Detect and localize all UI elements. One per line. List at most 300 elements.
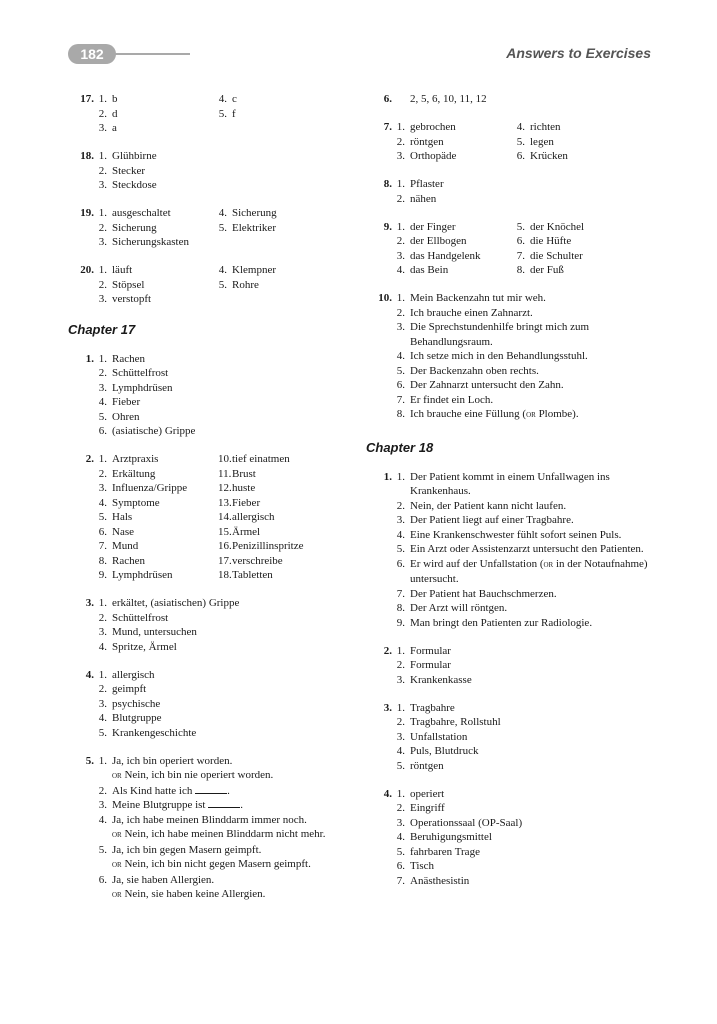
answer-text — [410, 499, 666, 514]
answer-item — [218, 92, 358, 107]
exercise — [366, 644, 666, 688]
answer-item — [218, 206, 358, 221]
answer-item — [218, 278, 358, 293]
answer-main: Glühbirne — [112, 150, 157, 162]
answer-number: 2. — [98, 784, 107, 797]
answer-item — [98, 554, 218, 569]
answer-main: Fieber — [112, 396, 141, 408]
exercise-answers — [98, 149, 358, 193]
answer-item — [98, 221, 218, 236]
answer-item — [396, 701, 666, 716]
answer-text — [410, 149, 516, 164]
answer-number: 2. — [396, 802, 405, 814]
answer-item — [396, 263, 516, 278]
answer-item — [396, 513, 666, 528]
answer-number: 1. — [396, 701, 405, 714]
answer-item — [98, 381, 358, 396]
answer-number: 1. — [98, 668, 107, 681]
exercise — [366, 701, 666, 774]
answer-main: Sicherung — [112, 221, 157, 234]
answer-main: Arztpraxis — [112, 453, 159, 465]
answer-item — [98, 843, 358, 873]
answer-main: nähen — [410, 192, 437, 205]
answer-main: gebrochen — [410, 121, 456, 133]
answer-item — [218, 481, 358, 496]
answer-item — [98, 92, 218, 107]
exercise-number: 19. — [80, 207, 94, 219]
answer-item — [396, 830, 666, 845]
answer-main: Brust — [232, 467, 256, 480]
answer-number: 3. — [396, 816, 405, 829]
answer-main: Schüttelfrost — [112, 611, 169, 624]
answer-number: 4. — [218, 93, 227, 105]
answer-main: Formular — [410, 644, 451, 657]
answer-number: 5. — [98, 726, 107, 739]
answer-item — [98, 873, 358, 903]
answer-item — [396, 542, 666, 557]
answer-number: 3. — [98, 293, 107, 305]
chapter-18-exercises — [366, 470, 666, 889]
answer-number: 1. — [98, 352, 107, 365]
answer-text — [410, 378, 666, 393]
answer-item — [98, 164, 358, 179]
answer-item — [516, 120, 666, 135]
answer-number: 7. — [98, 540, 107, 552]
answer-item — [396, 787, 666, 802]
answer-main: b — [112, 93, 118, 105]
answer-text — [410, 513, 666, 528]
answer-text — [112, 640, 358, 655]
answer-number: 2. — [396, 659, 405, 671]
answer-text — [410, 192, 666, 207]
answer-main: Erkältung — [112, 467, 156, 480]
answer-text — [530, 149, 666, 164]
answer-item — [396, 673, 666, 688]
answer-main: Rachen — [112, 554, 145, 567]
answer-text — [410, 407, 666, 423]
answer-item — [396, 291, 666, 306]
answer-number: 6. — [516, 150, 525, 162]
answer-item — [396, 528, 666, 543]
answer-number: 3. — [98, 697, 107, 710]
answer-number: 2. — [98, 221, 107, 234]
answer-item — [98, 496, 218, 511]
answer-number: 3. — [98, 122, 107, 134]
answer-number: 2. — [98, 467, 107, 480]
answer-number: 3. — [396, 673, 405, 686]
answer-text — [112, 525, 218, 540]
answer-number: 1. — [98, 597, 107, 609]
answer-text — [410, 644, 666, 659]
answer-number: 2. — [396, 716, 405, 728]
answer-item — [396, 320, 666, 349]
answer-text — [112, 121, 218, 136]
answer-main: röntgen — [410, 759, 444, 772]
answer-text — [410, 830, 666, 845]
answer-main: Rachen — [112, 352, 145, 365]
answer-main: fahrbaren Trage — [410, 845, 480, 858]
answer-main: Ich brauche einen Zahnarzt. — [410, 306, 533, 319]
answer-item — [396, 587, 666, 602]
answer-item — [396, 349, 666, 364]
answer-number: 3. — [98, 626, 107, 638]
answer-item — [98, 481, 218, 496]
answer-text — [232, 554, 358, 569]
answer-main: Tabletten — [232, 569, 273, 581]
answer-main: verschreibe — [232, 554, 283, 567]
answer-text — [232, 263, 358, 278]
answer-item — [98, 798, 358, 813]
answer-main: Der Patient hat Bauchschmerzen. — [410, 587, 557, 600]
exercise-answers — [396, 220, 666, 278]
answer-text — [410, 120, 516, 135]
exercise-number: 3. — [85, 597, 94, 609]
answer-item — [98, 149, 358, 164]
answer-item — [396, 616, 666, 631]
answer-main: Er wird auf der Unfallstation ( — [410, 557, 544, 570]
answer-text — [410, 220, 516, 235]
answer-main: operiert — [410, 787, 445, 800]
answer-text — [112, 496, 218, 511]
answer-text — [530, 249, 666, 264]
answer-number: 8. — [516, 264, 525, 276]
answer-main: Eingriff — [410, 802, 445, 814]
answer-item — [98, 596, 358, 611]
answer-number: 18. — [218, 569, 232, 581]
answer-item — [98, 467, 218, 482]
answer-text — [112, 813, 358, 843]
answer-item — [396, 557, 666, 587]
answer-item — [98, 107, 218, 122]
exercise-answers — [98, 668, 358, 741]
answer-main: Stöpsel — [112, 278, 145, 291]
exercise — [68, 668, 358, 741]
answer-item — [396, 730, 666, 745]
answer-main: der Finger — [410, 220, 456, 233]
answer-text — [112, 873, 358, 903]
answer-item — [516, 135, 666, 150]
answer-text — [112, 625, 358, 640]
answer-item — [98, 278, 218, 293]
exercise — [366, 177, 666, 206]
answer-main: huste — [232, 482, 256, 494]
answer-number: 15. — [218, 525, 232, 538]
answer-number: 3. — [98, 236, 107, 248]
answer-number: 5. — [516, 135, 525, 148]
answer-item — [98, 682, 358, 697]
answer-main: Unfallstation — [410, 730, 468, 743]
answer-main: geimpft — [112, 683, 147, 695]
answer-text — [112, 410, 358, 425]
answer-text — [112, 697, 358, 712]
answer-item — [396, 859, 666, 874]
answer-number: 1. — [98, 93, 107, 105]
answer-number: 7. — [516, 249, 525, 262]
answer-item — [396, 120, 516, 135]
exercise-answers — [98, 206, 358, 250]
answer-number: 1. — [98, 207, 107, 219]
or-marker: or — [112, 829, 122, 840]
answer-number: 5. — [218, 221, 227, 234]
exercise — [68, 754, 358, 903]
answer-number: 5. — [98, 410, 107, 423]
answer-text — [112, 381, 358, 396]
answer-main: Krankenkasse — [410, 673, 472, 686]
answer-main: Meine Blutgruppe ist — [112, 799, 206, 811]
exercise-answers — [396, 92, 666, 107]
answer-text — [112, 235, 218, 250]
answer-number: 4. — [396, 745, 405, 757]
answer-number: 1. — [98, 754, 107, 767]
answer-number: 7. — [396, 393, 405, 406]
answer-item — [396, 92, 666, 107]
exercise-number: 5. — [85, 754, 94, 767]
answer-number: 4. — [98, 396, 107, 408]
answer-number: 8. — [396, 602, 405, 614]
exercise-number: 9. — [383, 220, 392, 233]
answer-item — [98, 235, 218, 250]
answer-number: 2. — [396, 235, 405, 247]
answer-item — [396, 874, 666, 889]
exercise-answers — [98, 754, 358, 903]
answer-text — [112, 668, 358, 683]
answer-text — [232, 278, 358, 293]
answer-number: 7. — [396, 874, 405, 887]
answer-text — [112, 292, 218, 307]
exercise-answers — [396, 787, 666, 889]
answer-text — [232, 496, 358, 511]
answer-item — [396, 470, 666, 499]
answer-number: 3. — [396, 150, 405, 162]
answer-text — [112, 263, 218, 278]
answer-number: 6. — [98, 525, 107, 538]
exercise — [68, 452, 358, 583]
answer-main: Fieber — [232, 496, 261, 509]
answer-text — [112, 568, 218, 583]
answer-text — [410, 263, 516, 278]
answer-main: Der Zahnarzt untersucht den Zahn. — [410, 379, 564, 391]
exercise — [68, 206, 358, 250]
answer-main: Der Backenzahn oben rechts. — [410, 364, 539, 377]
answer-text — [232, 481, 358, 496]
answer-main: erkältet, (asiatischen) Grippe — [112, 597, 240, 609]
answer-main: Nase — [112, 525, 134, 538]
answer-item — [98, 424, 358, 439]
answer-item — [218, 510, 358, 525]
answer-text — [112, 754, 358, 784]
answer-text: Meine Blutgruppe ist . — [112, 799, 243, 811]
or-marker: or — [112, 859, 122, 870]
answer-number: 3. — [396, 730, 405, 743]
answer-text — [410, 715, 666, 730]
answer-number: 4. — [396, 528, 405, 541]
exercise — [366, 220, 666, 278]
answer-item — [396, 135, 516, 150]
answer-number: 6. — [396, 557, 405, 570]
exercise — [68, 92, 358, 136]
exercise-number: 1. — [85, 352, 94, 365]
or-marker: or — [112, 770, 122, 781]
answer-main: Der Patient liegt auf einer Tragbahre. — [410, 514, 574, 526]
answer-text — [410, 306, 666, 321]
answer-item — [98, 525, 218, 540]
answer-item — [396, 759, 666, 774]
answer-main: richten — [530, 121, 561, 133]
answer-main: ausgeschaltet — [112, 207, 171, 219]
answer-main: Er findet ein Loch. — [410, 393, 494, 406]
answer-item — [98, 452, 218, 467]
answer-main: Tisch — [410, 860, 435, 872]
answer-item — [396, 801, 666, 816]
answer-number: 5. — [516, 220, 525, 233]
answer-item — [98, 568, 218, 583]
answer-text — [530, 234, 666, 249]
answer-main: Beruhigungsmittel — [410, 831, 492, 843]
answer-number: 6. — [516, 235, 525, 247]
answer-number: 4. — [396, 264, 405, 276]
answer-item — [396, 499, 666, 514]
answer-main: Tragbahre — [410, 701, 455, 714]
answer-text — [410, 135, 516, 150]
answer-number: 1. — [396, 787, 405, 800]
answer-number: 1. — [396, 644, 405, 657]
answer-main: Sicherung — [232, 207, 277, 219]
answer-number: 16. — [218, 540, 232, 552]
answer-item — [396, 364, 666, 379]
answer-item — [98, 366, 358, 381]
answer-main: Penizillinspritze — [232, 540, 304, 552]
answer-text — [112, 682, 358, 697]
answer-text — [410, 816, 666, 831]
answer-main: Die Sprechstundenhilfe bringt mich zum Behandlungsraum. — [410, 321, 590, 348]
answer-text — [410, 673, 666, 688]
answer-number: 5. — [98, 511, 107, 523]
answer-number: 3. — [98, 381, 107, 394]
answer-number: 8. — [98, 554, 107, 567]
answer-main: Puls, Blutdruck — [410, 745, 479, 757]
answer-number: 3. — [98, 482, 107, 494]
answer-number: 8. — [396, 408, 405, 420]
answer-item — [98, 539, 218, 554]
answer-text — [410, 658, 666, 673]
answer-item — [98, 611, 358, 626]
answer-text — [112, 221, 218, 236]
answer-text — [232, 568, 358, 583]
answer-text — [410, 845, 666, 860]
answer-number: 3. — [396, 514, 405, 526]
answer-number: 2. — [396, 192, 405, 205]
answer-number: 4. — [218, 207, 227, 219]
answer-text — [112, 164, 358, 179]
answer-main: Steckdose — [112, 179, 157, 191]
chapter-16-left-exercises — [68, 92, 358, 307]
answer-number: 6. — [396, 860, 405, 872]
answer-text — [112, 92, 218, 107]
answer-number: 4. — [218, 264, 227, 276]
answer-text — [410, 601, 666, 616]
answer-main: 2, 5, 6, 10, 11, 12 — [410, 93, 487, 105]
exercise — [68, 263, 358, 307]
exercise-answers — [98, 596, 358, 654]
answer-text — [112, 554, 218, 569]
answer-text — [410, 859, 666, 874]
answer-text — [410, 730, 666, 745]
answer-item — [396, 644, 666, 659]
or-marker: or — [543, 558, 554, 570]
answer-number: 7. — [396, 587, 405, 600]
answer-item — [396, 378, 666, 393]
answer-number: 2. — [98, 367, 107, 379]
answer-text — [112, 178, 358, 193]
answer-main: der Knöchel — [530, 220, 585, 233]
answer-main: der Ellbogen — [410, 235, 467, 247]
exercise-answers — [98, 352, 358, 439]
answer-item — [98, 395, 358, 410]
answer-main: Rohre — [232, 278, 259, 291]
answer-number: 1. — [396, 292, 405, 304]
answer-text — [530, 220, 666, 235]
answer-text — [112, 395, 358, 410]
answer-item — [516, 249, 666, 264]
answer-number: 12. — [218, 482, 232, 494]
answer-item — [98, 784, 358, 799]
answer-text — [410, 616, 666, 631]
chapter-18-heading: Chapter 18 — [366, 439, 434, 455]
answer-text — [232, 510, 358, 525]
answer-text — [112, 206, 218, 221]
answer-item — [218, 539, 358, 554]
answer-text — [410, 177, 666, 192]
answer-alternative: Nein, ich bin nie operiert worden. — [124, 769, 274, 781]
answer-text — [232, 92, 358, 107]
answer-alternative: Nein, ich habe meinen Blinddarm nicht mehr. — [124, 828, 326, 840]
answer-text — [112, 539, 218, 554]
exercise-answers — [396, 470, 666, 631]
answer-number: 10. — [218, 453, 232, 465]
answer-main: röntgen — [410, 135, 444, 148]
answer-main: (asiatische) Grippe — [112, 425, 196, 437]
exercise-number: 4. — [383, 787, 392, 800]
answer-item — [98, 813, 358, 843]
answer-number: 2. — [98, 107, 107, 120]
answer-main: c — [232, 93, 237, 105]
exercise — [68, 596, 358, 654]
answer-number — [396, 92, 410, 107]
chapter-16-right-exercises — [366, 92, 666, 423]
answer-main: das Bein — [410, 264, 449, 276]
answer-main: Lymphdrüsen — [112, 569, 173, 581]
fill-blank — [195, 784, 227, 794]
exercise-number: 8. — [383, 178, 392, 190]
answer-number: 6. — [98, 873, 107, 886]
answer-main: Man bringt den Patienten zur Radiologie. — [410, 616, 593, 629]
answer-item — [396, 177, 666, 192]
exercise-number: 10. — [378, 292, 392, 304]
answer-number: 2. — [396, 306, 405, 319]
answer-alternative: Plombe). — [538, 408, 579, 420]
answer-main: Orthopäde — [410, 150, 457, 162]
exercise-number: 7. — [383, 121, 392, 133]
answer-main: tief einatmen — [232, 453, 290, 465]
answer-item — [516, 220, 666, 235]
answer-item — [396, 220, 516, 235]
answer-number: 2. — [98, 278, 107, 291]
answer-number: 4. — [396, 831, 405, 843]
answer-main: Tragbahre, Rollstuhl — [410, 716, 501, 728]
answer-main: legen — [530, 135, 554, 148]
answer-item — [218, 107, 358, 122]
answer-main: das Handgelenk — [410, 249, 481, 262]
